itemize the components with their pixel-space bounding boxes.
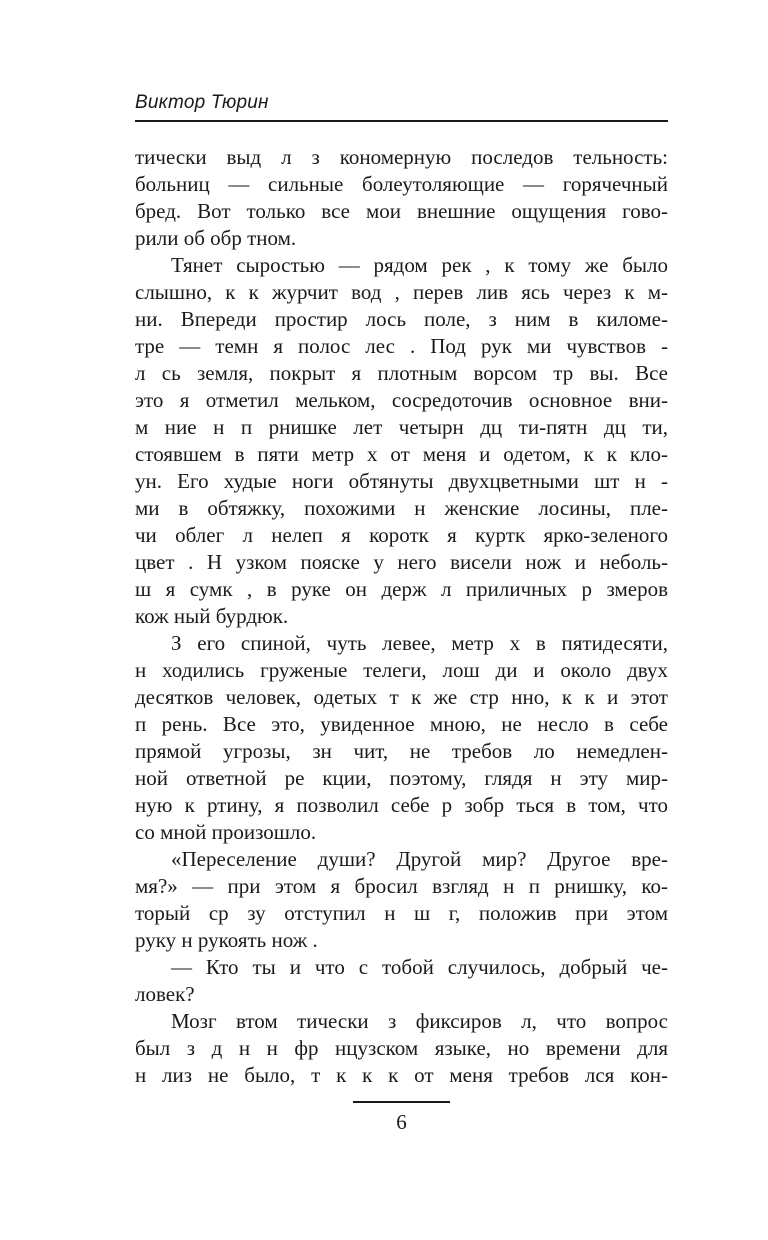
text-line: ную к ртину, я позволил себе р зобр ться в том, что — [135, 793, 668, 817]
text-line: был з д н н фр нцузском языке, но времени для — [135, 1036, 668, 1060]
text-line: тически выд л з кономерную последов тельность: — [135, 145, 668, 169]
text-line: Мозг втом тически з фиксиров л, что вопрос — [171, 1009, 668, 1033]
text-line: это я отметил мельком, сосредоточив основное вни- — [135, 388, 668, 412]
text-line: со мной произошло. — [135, 820, 317, 844]
text-line: слышно, к к журчит вод , перев лив ясь через к м- — [135, 280, 668, 304]
text-line: прямой угрозы, зн чит, не требов ло немедлен- — [135, 739, 668, 763]
running-header — [135, 91, 668, 123]
text-line: — Кто ты и что с тобой случилось, добрый че- — [171, 955, 668, 979]
text-line: З его спиной, чуть левее, метр х в пятидесяти, — [171, 631, 668, 655]
text-line: бред. Вот только все мои внешние ощущения гово- — [135, 199, 668, 223]
text-line: цвет . Н узком пояске у него висели нож и неболь- — [135, 550, 668, 574]
text-line: н лиз не было, т к к к от меня требов лся кон- — [135, 1063, 668, 1087]
text-line: руку н рукоять нож . — [135, 928, 318, 952]
text-line: ун. Его худые ноги обтянуты двухцветными шт н - — [135, 469, 668, 493]
text-line: кож ный бурдюк. — [135, 604, 289, 628]
header-author-name: Виктор Тюрин — [135, 92, 269, 113]
text-line: м ние н п рнишке лет четырн дц ти-пятн дц ти, — [135, 415, 668, 439]
text-line: «Переселение души? Другой мир? Другое вре- — [171, 847, 668, 871]
text-line: ни. Впереди простир лось поле, з ним в киломе- — [135, 307, 668, 331]
text-line: торый ср зу отступил н ш г, положив при этом — [135, 901, 668, 925]
page-body-text — [135, 144, 668, 1089]
text-line: ной ответной ре кции, поэтому, глядя н эту мир- — [135, 766, 668, 790]
text-line: ловек? — [135, 982, 195, 1006]
text-line: чи облег л нелеп я коротк я куртк ярко-зеленого — [135, 523, 668, 547]
text-line: тре — темн я полос лес . Под рук ми чувствов - — [135, 334, 668, 358]
text-line: больниц — сильные болеутоляющие — горячечный — [135, 172, 668, 196]
header-divider — [135, 120, 668, 122]
text-line: десятков человек, одетых т к же стр нно, к к и этот — [135, 685, 668, 709]
text-line: мя?» — при этом я бросил взгляд н п рнишку, ко- — [135, 874, 668, 898]
text-line: п рень. Все это, увиденное мною, не несло в себе — [135, 712, 668, 736]
text-line: н ходились груженые телеги, лош ди и около двух — [135, 658, 668, 682]
text-line: л сь земля, покрыт я плотным ворсом тр вы. Все — [135, 361, 668, 385]
text-line: Тянет сыростью — рядом рек , к тому же было — [171, 253, 668, 277]
text-line: рили об обр тном. — [135, 226, 297, 250]
text-line: стоявшем в пяти метр х от меня и одетом, к к кло- — [135, 442, 668, 466]
page-number: 6 — [396, 1110, 407, 1134]
text-line: ш я сумк , в руке он держ л приличных р змеров — [135, 577, 668, 601]
text-line: ми в обтяжку, похожими н женские лосины, пле- — [135, 496, 668, 520]
footer-divider — [353, 1101, 450, 1103]
